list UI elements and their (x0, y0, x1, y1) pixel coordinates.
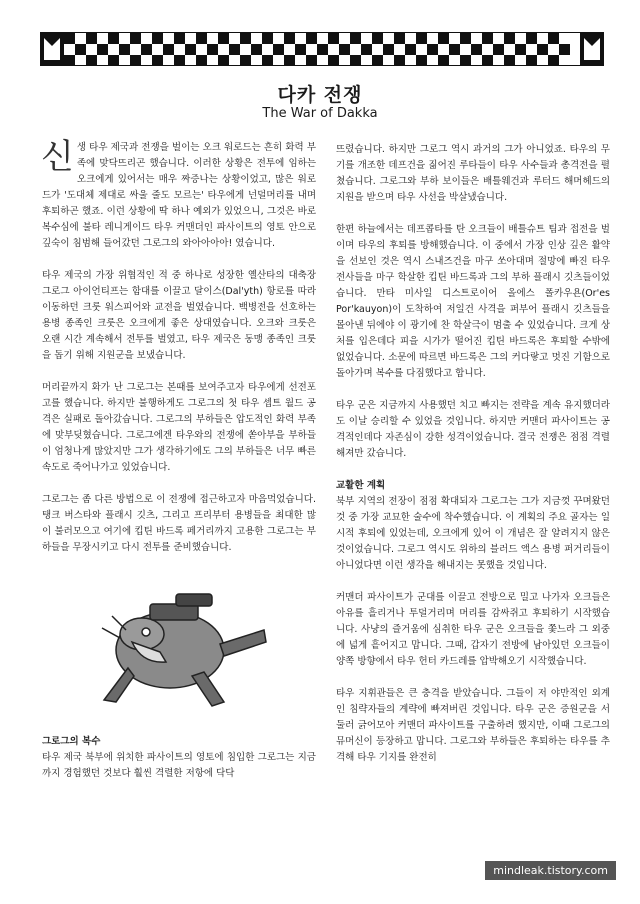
section-heading: 교활한 계획 (336, 480, 386, 491)
left-column (41, 137, 316, 798)
watermark-badge: mindleak.tistory.com (485, 861, 616, 880)
paragraph: 신생 타우 제국과 전쟁을 벌이는 오크 워로드는 흔히 화력 부족에 맞닥뜨리곤 했습니다. 이러한 상황은 전투에 임하는 오크에게 있어서는 매우 짜증나는 상황이었고, 많은 워로드가 '도대체 제대로 싸울 줄도 모르는' 타우에게 넌덜머리를 내며 후퇴하곤 했죠. 이런 상황에 딱 하나 예외가 있었으니, 그것은 바로 복수심에 불타 레니게이드 타우 커맨더인 파사이트의 영토 안으로 깊숙이 침범해 들어갔던 그로그의 와아아아아! 였습니다. (41, 137, 316, 249)
page-subtitle: The War of Dakka (262, 106, 378, 121)
paragraph: 북부 지역의 전장이 점점 확대되자 그로그는 그가 지금껏 꾸며왔던 것 중 가장 교묘한 술수에 착수했습니다. 이 계획의 주요 골자는 일시적 후퇴에 있었는데, 오크에게 있어 이 개념은 잘 알려지지 않은 것이었습니다. 그로그 역시도 위하의 블러드 액스 용병 퍼거리들이 아니었다면 이런 생각을 해내지는 못했을 것입니다. (336, 496, 610, 571)
paragraph: 그로그는 좀 다른 방법으로 이 전쟁에 접근하고자 마음먹었습니다. 탱크 버스타와 플래시 깃츠, 그리고 프리부터 용병들을 최대한 많이 불러모으고 여기에 킵틴 바드록 페거리까지 고용한 그로그는 부하들을 무장시키고 다시 전투를 준비했습니다. (42, 494, 316, 553)
paragraph: 타우 제국의 가장 위협적인 적 중 하나로 성장한 옐산타의 대축장 그로그 아이언티프는 함대를 이끌고 달이스(Dal'yth) 항로를 따라 이동하던 크룻 워스피어와 교전을 벌였습니다. 백병전을 선호하는 용병 종족인 크룻은 오크에게 좋은 상대였습니다. 오크와 크룻은 오랜 시간 계속해서 전투를 벌였고, 타우 제국은 동맹 종족인 크룻을 돕기 위해 지원군을 보냈습니다. (42, 270, 316, 361)
right-column (336, 142, 610, 782)
checkered-banner-icon (40, 32, 604, 66)
paragraph: 머리끝까지 화가 난 그로그는 본때를 보여주고자 타우에게 선전포고를 했습니다. 하지만 불행하게도 그로그의 첫 타우 셉트 월드 공격은 실패로 돌아갔습니다. 그로그의 부하들은 압도적인 화력 부족에 맞부딪혔습니다. 그로그에겐 타우와의 전쟁에 쏟아부을 부하들이 엄청나게 많았지만 그가 생각하기에도 그의 부하들은 너무 빠른 속도로 죽어나가고 있었습니다. (42, 382, 316, 473)
squig-beast-illustration (42, 572, 316, 722)
section-heading: 그로그의 복수 (42, 736, 101, 747)
paragraph: 타우 지휘관들은 큰 충격을 받았습니다. 그들이 저 야만적인 외계인 침략자들의 계략에 빠져버린 것입니다. 타우 군은 증원군을 서둘러 긁어모아 커맨더 파사이트를 구출하려 했지만, 이때 그로그의 뮤머신이 등장하고 맙니다. 그로그와 부하들은 후퇴하는 타우를 추격해 타우 기지를 완전히 (336, 688, 610, 763)
page-title: 다카 전쟁 (277, 84, 363, 106)
drop-cap: 신 (41, 137, 74, 177)
paragraph: 타우 군은 지금까지 사용했던 치고 빠지는 전략을 계속 유지했더라도 이날 승리할 수 있었을 것입니다. 하지만 커맨더 파사이트는 공격적인데다 자존심이 강한 성격이었습니다. 결국 전쟁은 점점 격렬해져만 갔습니다. (336, 400, 610, 459)
paragraph: 타우 제국 북부에 위치한 파사이트의 영토에 침입한 그로그는 지금까지 경험했던 것보다 훨씬 격렬한 저항에 닥닥 (42, 752, 316, 779)
paragraph: 뜨렸습니다. 하지만 그로그 역시 과거의 그가 아니었죠. 타우의 무기를 개조한 데프건을 짊어진 루타들이 타우 사수들과 총격전을 펼쳤습니다. 그로그와 부하 보이들은 배틀웨건과 루터드 해머헤드의 지원을 받으며 타우 사선을 박살냈습니다. (336, 144, 610, 203)
paragraph: 한편 하늘에서는 데프콥타를 탄 오크들이 배틀슈트 팀과 접전을 벌이며 타우의 후퇴를 방해했습니다. 이 중에서 가장 인상 깊은 활약을 선보인 것은 역시 스내즈건을 마구 쏘아대며 절망에 빠진 타우 전사들을 마구 학살한 킵틴 바드록과 그의 부하 플래시 깃츠들이었습니다. 만타 미사일 디스트로이어 올에스 폴카우욘(Or'es Por'kauyon)이 도착하여 저일건 사격을 퍼부어 플래시 깃츠들을 몰아낸 뒤에야 이 광기에 찬 학살극이 멈출 수 있었습니다. 크게 상처를 입은데다 피을 시가가 떨어진 킵틴 바드록은 후퇴할 수밖에 없었습니다. 소문에 따르면 바드록은 그의 커다랗고 멋진 기함으로 돌아가며 복수를 다짐했다고 합니다. (336, 224, 610, 379)
paragraph: 커맨더 파사이트가 군대를 이끌고 전방으로 밀고 나가자 오크들은 아유를 흘리거나 투덜거리며 머리를 감싸쥐고 후퇴하기 시작했습니다. 사냥의 즐거움에 심취한 타우 군은 오크들을 쫓느라 그 외중에 넓게 흩어지고 맙니다. 그때, 갑자기 전방에 남아있던 오크들이 양쪽 방향에서 타우 헌터 카드레를 압박해오기 시작했습니다. (336, 592, 610, 667)
